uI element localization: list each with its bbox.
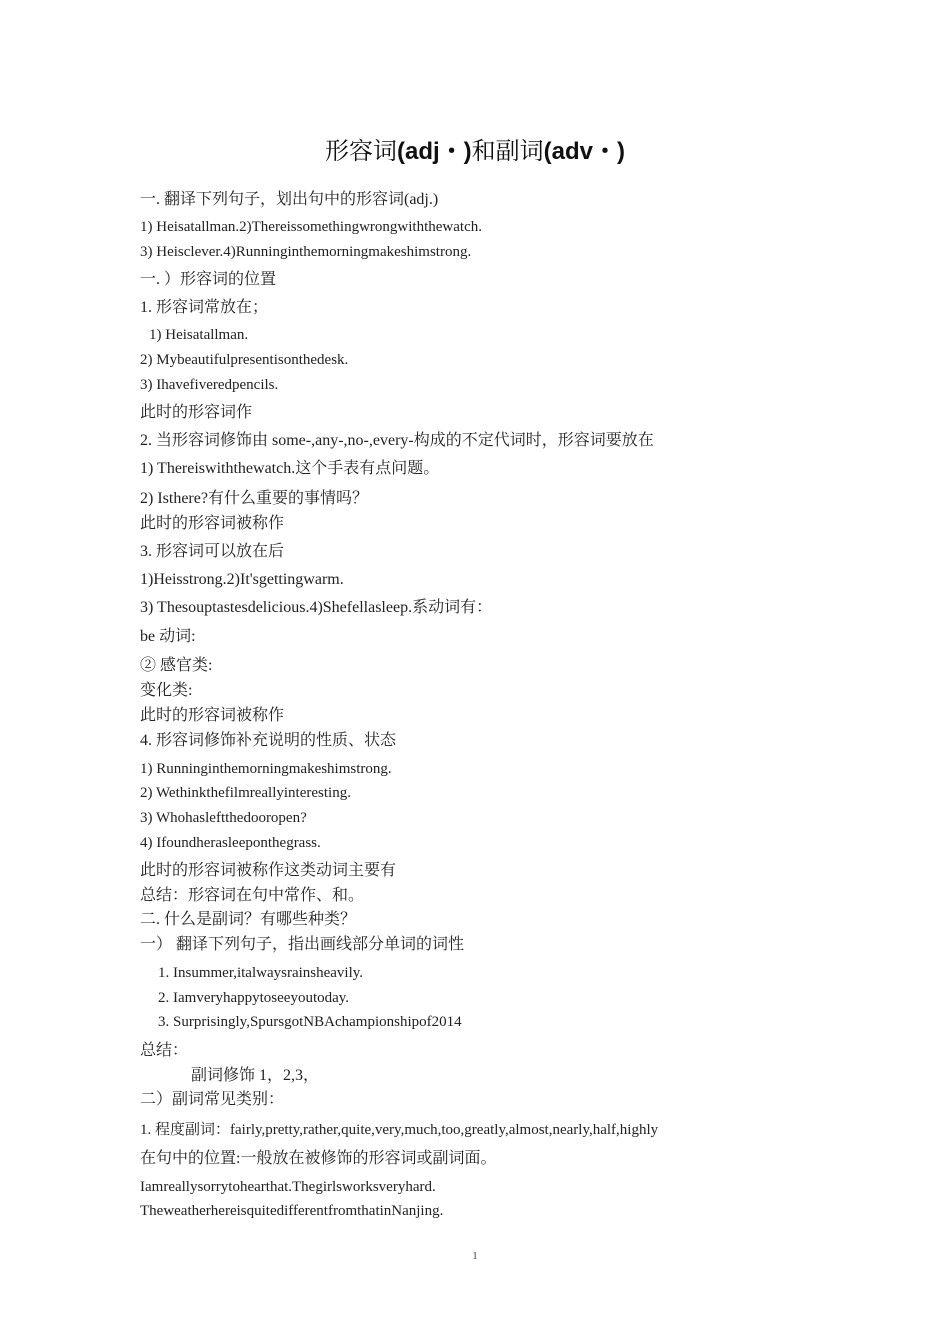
text-line: 2) Wethinkthefilmreallyinteresting. [140,785,351,801]
section-heading: 一. ）形容词的位置 [140,271,277,288]
text-line: 变化类: [140,682,193,699]
section-heading: 一） 翻译下列句子，指出画线部分单词的词性 [140,936,465,953]
text-line: 3) Heisclever.4)Runninginthemorningmakeshimstrong. [140,244,472,260]
page-title [0,134,950,170]
section-heading: 一. 翻译下列句子，划出句中的形容词(adj.) [140,191,439,208]
text-line: 总结：形容词在句中常作、和。 [140,887,365,904]
text-line: 3. 形容词可以放在后 [140,543,285,560]
text-line: 3. Surprisingly,SpursgotNBAchampionshipof2014 [158,1014,462,1030]
text-line: 1. 形容词常放在； [140,299,269,316]
text-line: 1. Insummer,italwaysrainsheavily. [158,965,364,981]
text-line: 3) Whohasleftthedooropen? [140,810,307,826]
text-line: Iamreallysorrytohearthat.Thegirlsworksveryhard. [140,1179,436,1195]
text-line: 1) Thereiswiththewatch.这个手表有点问题。 [140,460,440,477]
text-line: 2) Isthere?有什么重要的事情吗？ [140,490,368,507]
text-line: 2. 当形容词修饰由 some-,any-,no-,every-构成的不定代词时，形容词要放在 [140,432,654,449]
text-line: 4) Ifoundherasleeponthegrass. [140,835,321,851]
text-line: 此时的形容词被称作 [140,707,285,724]
text-line: 副词修饰 1，2,3， [191,1067,320,1084]
title-part-2: (adj・) [396,138,472,165]
page-number: 1 [472,1250,478,1262]
text-line: ② 感官类: [140,657,213,674]
text-line: TheweatherhereisquitedifferentfromthatinNanjing. [140,1203,444,1219]
text-line: 1)Heisstrong.2)It'sgettingwarm. [140,571,344,588]
text-line: 2) Mybeautifulpresentisonthedesk. [140,352,349,368]
text-line: 总结： [140,1042,189,1059]
section-heading: 二）副词常见类别： [140,1091,285,1108]
text-line: 此时的形容词被称作 [140,515,285,532]
text-line: 2. Iamveryhappytoseeyoutoday. [158,990,350,1006]
text-line: 此时的形容词被称作这类动词主要有 [140,862,397,879]
text-line: 此时的形容词作 [140,404,253,421]
text-line: 3) Ihavefiveredpencils. [140,377,279,393]
title-part-1: 形容词 [324,139,397,165]
text-line: 1. 程度副词：fairly,pretty,rather,quite,very,much,too,greatly,almost,nearly,half,highly [140,1122,659,1138]
text-line: 在句中的位置:一般放在被修饰的形容词或副词面。 [140,1150,497,1167]
title-part-4: (adv・) [543,138,625,165]
title-part-3: 和副词 [471,139,544,165]
text-line: 3) Thesouptastesdelicious.4)Shefellasleep.系动词有： [140,599,493,616]
text-line: 1) Heisatallman. [149,327,249,343]
text-line: 1) Heisatallman.2)Thereissomethingwrongwiththewatch. [140,219,482,235]
text-line: 4. 形容词修饰补充说明的性质、状态 [140,732,397,749]
section-heading: 二. 什么是副词？有哪些种类？ [140,911,357,928]
text-line: be 动词: [140,628,196,645]
text-line: 1) Runninginthemorningmakeshimstrong. [140,761,392,777]
